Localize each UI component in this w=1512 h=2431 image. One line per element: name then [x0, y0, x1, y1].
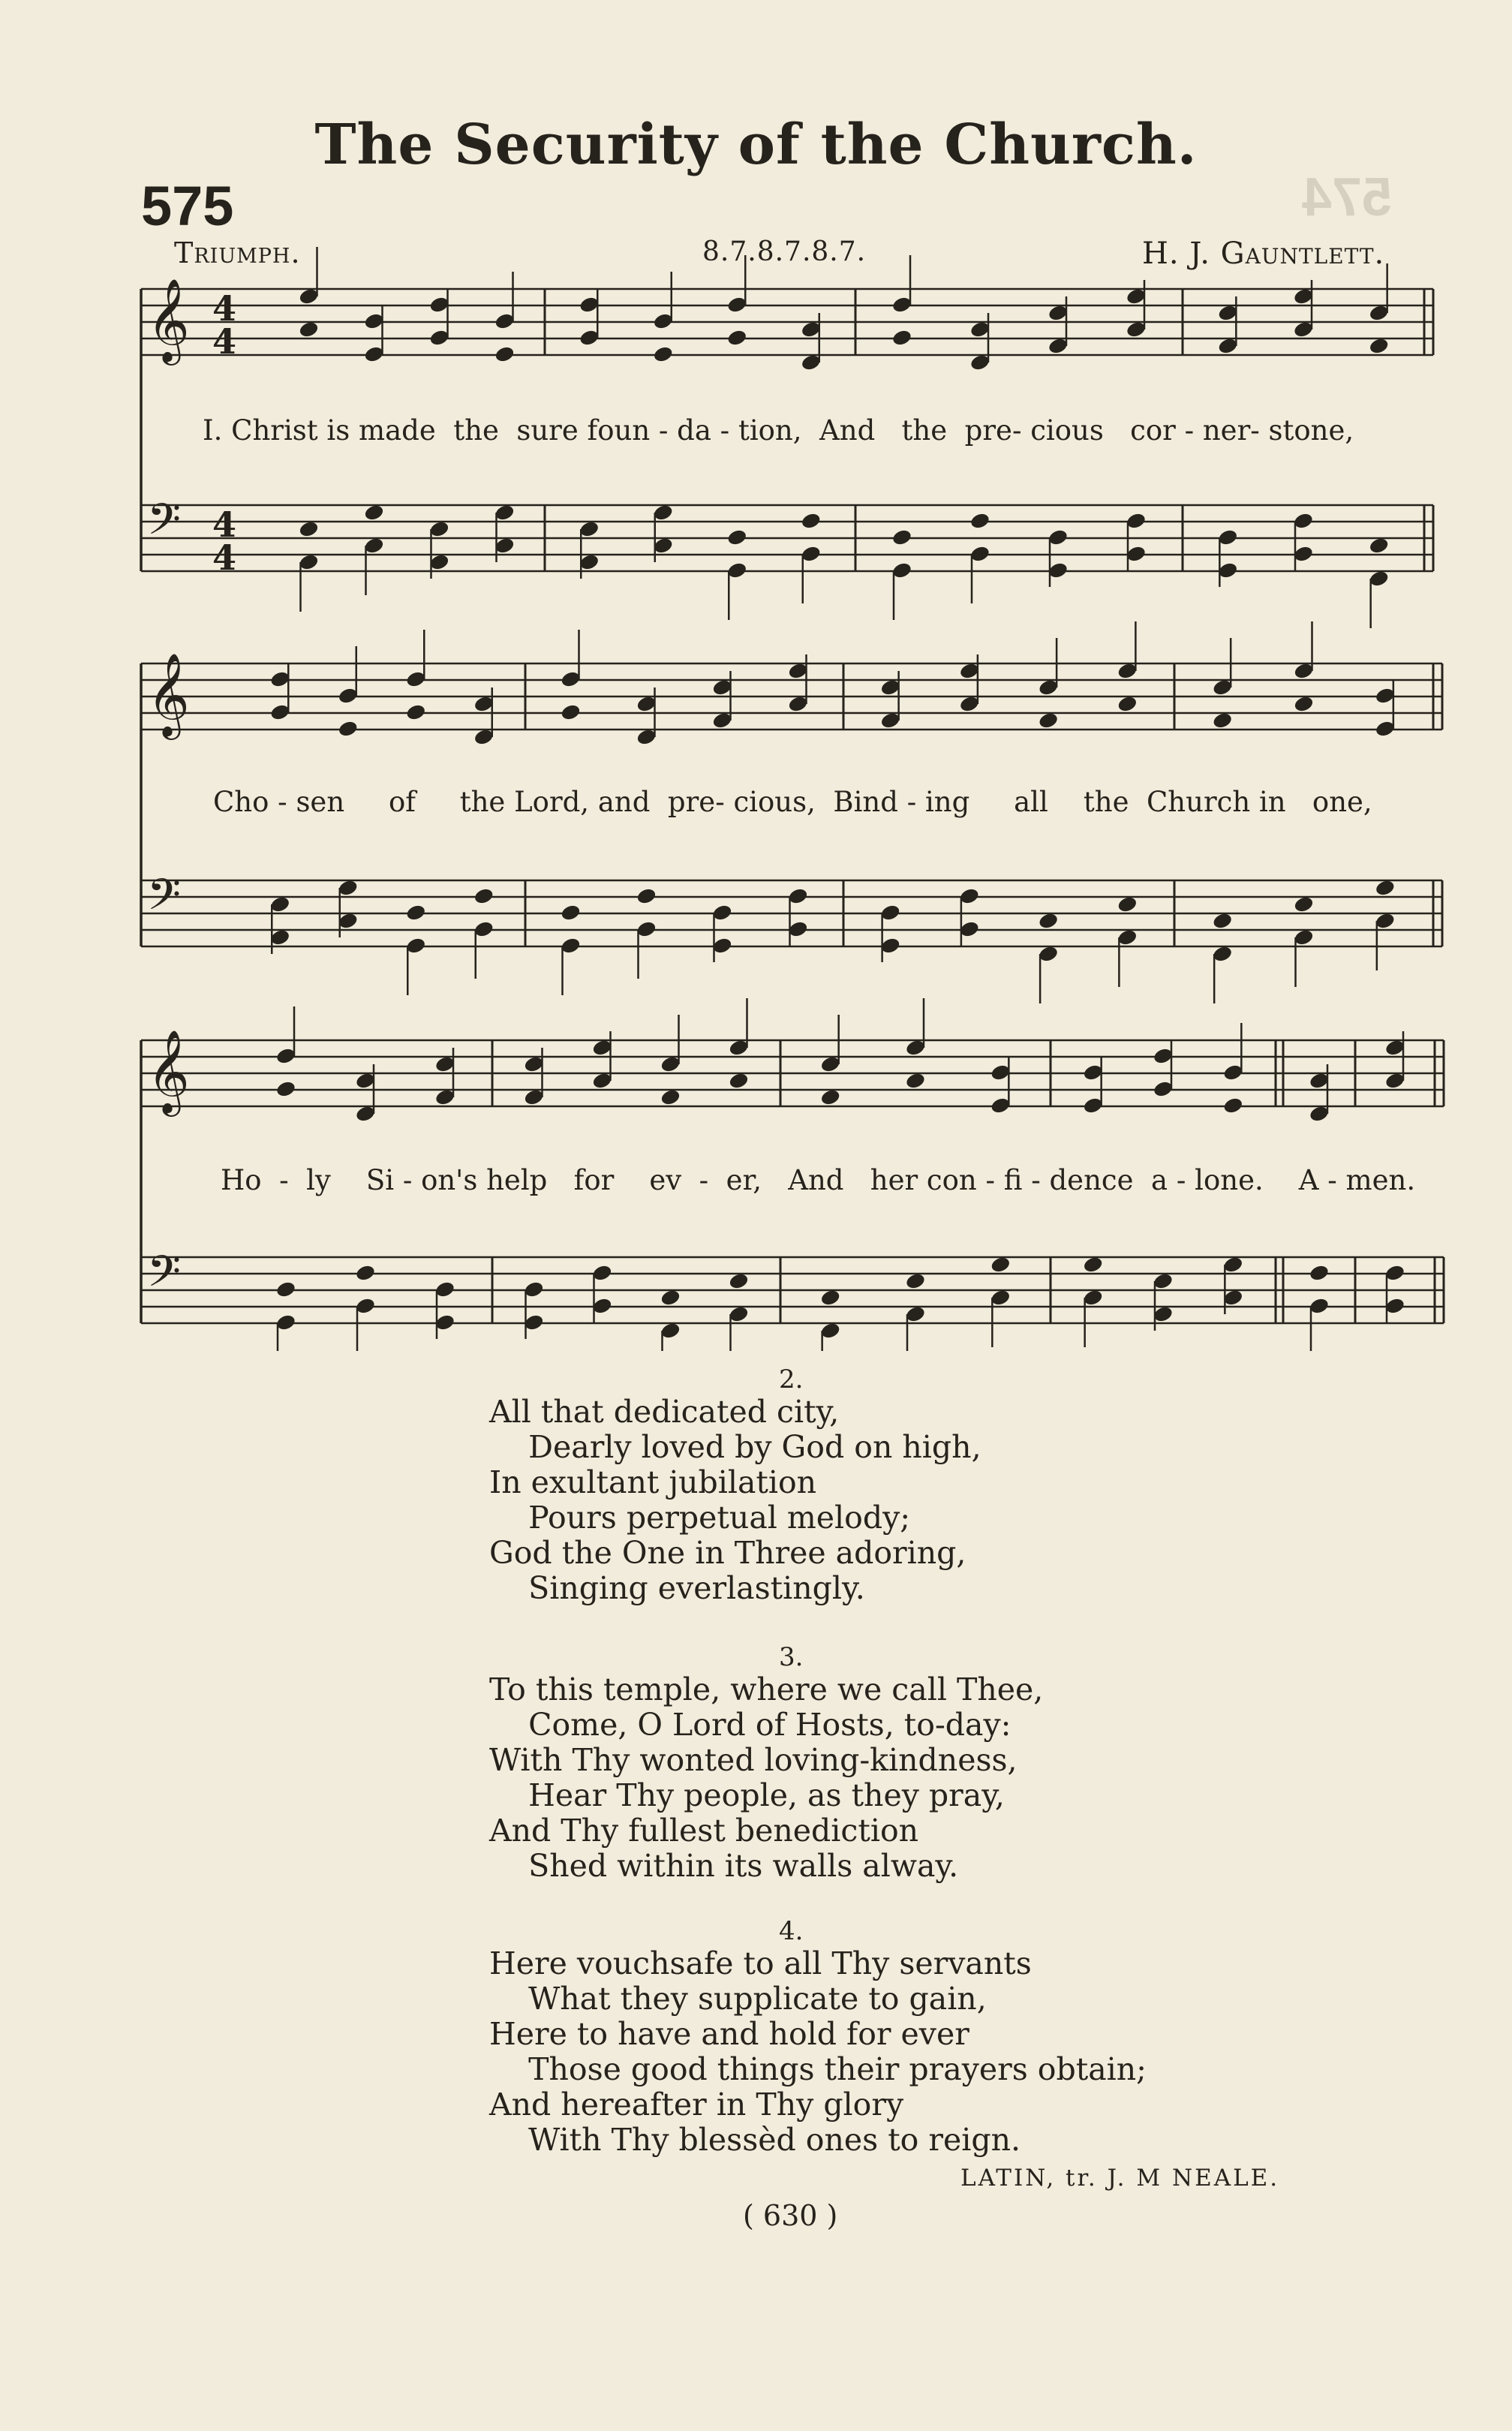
stanza-line: God the One in Three adoring,: [489, 1535, 966, 1571]
stanza-3-number: 3.: [779, 1642, 804, 1672]
stanza-line: Here vouchsafe to all Thy servants: [489, 1945, 1032, 1981]
stanza-line: Pours perpetual melody;: [489, 1500, 911, 1536]
lyric-line-2: Cho - sen of the Lord, and pre- cious, Bind - ing all the Church in one,: [213, 786, 1372, 818]
note-head: [560, 904, 582, 922]
note-head: [728, 1272, 750, 1291]
stanza-line: All that dedicated city,: [489, 1394, 840, 1430]
note-head: [819, 1088, 841, 1107]
stanza-line: Shed within its walls alway.: [489, 1848, 959, 1884]
stanza-line: To this temple, where we call Thee,: [489, 1671, 1044, 1707]
note-head: [891, 528, 913, 547]
treble-clef: 𝄞: [147, 1029, 190, 1113]
note-head: [969, 512, 991, 531]
stanza-line: Dearly loved by God on high,: [489, 1429, 981, 1465]
stanza-2: [489, 1395, 981, 1606]
note-head: [819, 1289, 841, 1307]
time-signature-bottom: 4: [212, 321, 237, 362]
note-head: [560, 703, 582, 722]
time-signature-top: 4: [212, 288, 237, 329]
stanza-4: [489, 1946, 1147, 2158]
lyric-line-1: I. Christ is made the sure foun - da - tion, And the pre- cious cor - ner- stone,: [203, 414, 1354, 447]
note-head: [990, 1256, 1012, 1274]
bass-clef: 𝄢: [147, 869, 182, 931]
note-head: [1368, 337, 1390, 356]
treble-clef: 𝄞: [147, 652, 190, 736]
hymn-title: The Security of the Church.: [314, 113, 1198, 177]
note-head: [1212, 912, 1234, 931]
note-head: [636, 887, 657, 906]
note-head: [726, 329, 748, 348]
time-signature-top: 4: [212, 504, 237, 545]
note-head: [1212, 712, 1234, 730]
time-signature-bottom: 4: [212, 537, 237, 578]
note-head: [405, 904, 427, 922]
note-head: [1368, 537, 1390, 555]
stanza-4-number: 4.: [779, 1916, 804, 1946]
stanza-line: And hereafter in Thy glory: [489, 2087, 904, 2123]
note-head: [1038, 712, 1060, 730]
note-head: [800, 512, 822, 531]
note-head: [473, 887, 494, 906]
stanza-2-number: 2.: [779, 1364, 804, 1395]
treble-clef: 𝄞: [147, 278, 190, 362]
note-head: [363, 504, 385, 522]
note-head: [1293, 695, 1315, 714]
note-head: [298, 320, 320, 339]
note-head: [355, 1264, 377, 1283]
note-head: [1309, 1264, 1330, 1283]
note-head: [1293, 895, 1315, 914]
stanza-line: With Thy blessèd ones to reign.: [489, 2122, 1021, 2158]
note-head: [1222, 1097, 1244, 1115]
tune-name: Triumph.: [174, 236, 301, 269]
bass-clef: 𝄢: [147, 494, 182, 555]
note-head: [891, 329, 913, 348]
note-head: [1082, 1256, 1104, 1274]
note-head: [726, 528, 748, 547]
meter: 8.7.8.7.8.7.: [702, 236, 867, 267]
lyric-line-3: Ho - ly Si - on's help for ev - er, And her con - fi - dence a - lone. A - men.: [221, 1164, 1416, 1196]
stanza-line: Singing everlastingly.: [489, 1570, 865, 1606]
note-head: [1117, 895, 1138, 914]
note-head: [275, 1280, 297, 1299]
stanza-line: Here to have and hold for ever: [489, 2016, 969, 2052]
page-number: ( 630 ): [743, 2199, 838, 2232]
stanza-line: Those good things their prayers obtain;: [489, 2051, 1147, 2087]
note-head: [905, 1272, 927, 1291]
note-head: [660, 1088, 681, 1107]
note-head: [905, 1072, 927, 1091]
bass-clef: 𝄢: [147, 1246, 182, 1307]
note-head: [298, 520, 320, 539]
stanza-line: Hear Thy people, as they pray,: [489, 1777, 1005, 1813]
note-head: [1375, 879, 1396, 898]
note-head: [652, 345, 674, 364]
note-head: [405, 703, 427, 722]
note-head: [494, 345, 516, 364]
stanza-3: [489, 1672, 1043, 1884]
stanza-line: With Thy wonted loving-kindness,: [489, 1742, 1018, 1778]
note-head: [1038, 912, 1060, 931]
note-head: [660, 1289, 681, 1307]
note-head: [728, 1072, 750, 1091]
stanza-line: Come, O Lord of Hosts, to-day:: [489, 1707, 1012, 1743]
note-head: [1117, 695, 1138, 714]
stanza-line: In exultant jubilation: [489, 1464, 817, 1500]
hymn-number: 575: [141, 175, 234, 237]
translator-attribution: LATIN, tr. J. M NEALE.: [960, 2165, 1280, 2192]
composer: H. J. Gauntlett.: [1142, 236, 1385, 271]
show-through-hymn-number: 574: [1302, 167, 1393, 227]
note-head: [275, 1080, 297, 1099]
stanza-line: And Thy fullest benediction: [489, 1813, 919, 1849]
note-head: [337, 720, 359, 739]
stanza-line: What they supplicate to gain,: [489, 1981, 987, 2017]
